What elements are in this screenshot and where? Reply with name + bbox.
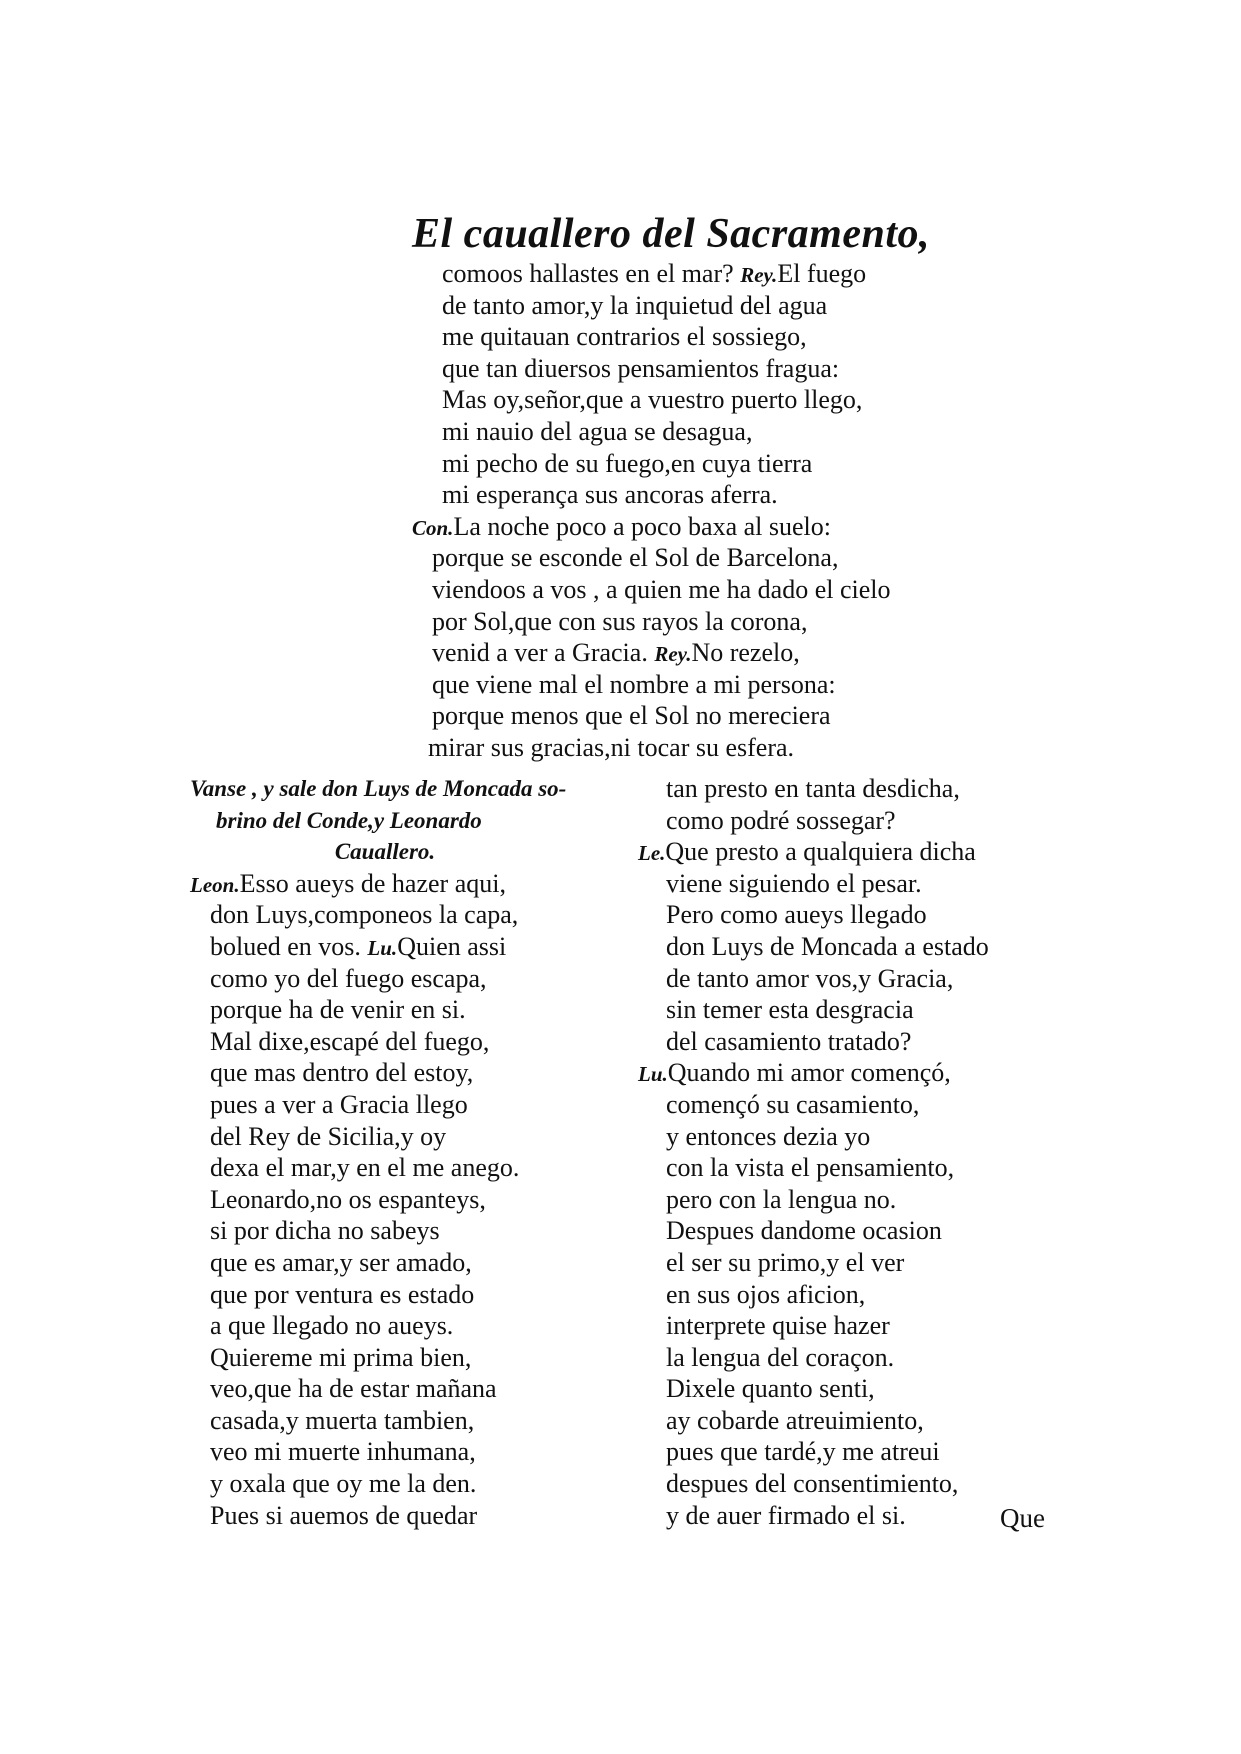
verse-line — [190, 1342, 620, 1374]
verse-line — [412, 606, 972, 638]
verse-text: de tanto amor vos,y Gracia, — [666, 963, 954, 993]
verse-line — [638, 1121, 1058, 1153]
verse-text: Quiereme mi prima bien, — [210, 1342, 472, 1372]
verse-line — [190, 1279, 620, 1311]
verse-line — [638, 1310, 1058, 1342]
verse-text: No rezelo, — [691, 638, 800, 668]
verse-line — [190, 1247, 620, 1279]
catchword: Que — [1000, 1503, 1045, 1533]
verse-text: casada,y muerta tambien, — [210, 1405, 475, 1435]
verse-text: pero con la lengua no. — [666, 1184, 897, 1214]
verse-text: Mas oy,señor,que a vuestro puerto llego, — [442, 385, 863, 415]
verse-text: Mal dixe,escapé del fuego, — [210, 1026, 490, 1056]
stage-direction: brino del Conde,y Leonardo — [216, 807, 482, 833]
verse-text: mi esperança sus ancoras aferra. — [442, 480, 778, 510]
verse-text: don Luys,componeos la capa, — [210, 900, 519, 930]
verse-text: La noche poco a poco baxa al suelo: — [453, 511, 832, 541]
speaker-label: Con. — [412, 515, 454, 540]
verse-text: viene siguiendo el pesar. — [666, 868, 922, 898]
verse-text: mi pecho de su fuego,en cuya tierra — [442, 448, 813, 478]
verse-line — [638, 1026, 1058, 1058]
verse-line — [412, 384, 972, 416]
verse-line — [412, 637, 972, 669]
right-column — [638, 773, 1058, 1531]
speaker-label: Rey. — [654, 642, 692, 667]
verse-text: por Sol,que con sus rayos la corona, — [432, 606, 808, 636]
verse-text: del casamiento tratado? — [666, 1026, 912, 1056]
verse-line — [412, 416, 972, 448]
verse-text: viendoos a vos , a quien me ha dado el cielo — [432, 574, 891, 604]
verse-text: que es amar,y ser amado, — [210, 1247, 472, 1277]
verse-text: començó su casamiento, — [666, 1089, 920, 1119]
verse-text: Que presto a qualquiera dicha — [665, 837, 976, 867]
verse-line — [412, 542, 972, 574]
verse-line — [638, 931, 1058, 963]
verse-text: Quando mi amor començó, — [667, 1058, 951, 1088]
speaker-label: Leon. — [190, 872, 240, 897]
verse-line — [190, 1405, 620, 1437]
verse-text: Dixele quanto senti, — [666, 1374, 875, 1404]
verse-line — [638, 1373, 1058, 1405]
verse-text: porque ha de venir en si. — [210, 995, 466, 1025]
verse-text: como podré sossegar? — [666, 805, 896, 835]
verse-text: en sus ojos aficion, — [666, 1279, 866, 1309]
verse-line — [412, 290, 972, 322]
verse-line — [638, 1184, 1058, 1216]
verse-text: mi nauio del agua se desagua, — [442, 416, 753, 446]
verse-text: de tanto amor,y la inquietud del agua — [442, 290, 828, 320]
verse-line — [190, 994, 620, 1026]
speaker-label: Rey. — [740, 263, 778, 287]
verse-text: que viene mal el nombre a mi persona: — [432, 669, 836, 699]
verse-text: despues del consentimiento, — [666, 1469, 959, 1499]
verse-text: veo mi muerte inhumana, — [210, 1437, 476, 1467]
verse-text: porque se esconde el Sol de Barcelona, — [432, 543, 839, 573]
verse-text: veo,que ha de estar mañana — [210, 1374, 497, 1404]
verse-line — [190, 1184, 620, 1216]
speaker-label: Lu. — [367, 935, 398, 960]
verse-text: sin temer esta desgracia — [666, 995, 914, 1025]
verse-text: dexa el mar,y en el me anego. — [210, 1153, 520, 1183]
verse-text: si por dicha no sabeys — [210, 1216, 440, 1246]
verse-line — [638, 1436, 1058, 1468]
verse-line — [638, 1247, 1058, 1279]
verse-line — [190, 1500, 620, 1532]
verse-line — [638, 1057, 1058, 1089]
running-title: El cauallero del Sacramento, — [412, 211, 930, 257]
verse-line — [638, 899, 1058, 931]
speaker-label: Le. — [638, 841, 666, 866]
verse-line — [190, 1373, 620, 1405]
verse-line — [190, 1436, 620, 1468]
verse-text: ay cobarde atreuimiento, — [666, 1405, 924, 1435]
verse-line — [638, 1468, 1058, 1500]
verse-text: Quien assi — [397, 931, 507, 961]
verse-line — [638, 1500, 1058, 1532]
verse-text: del Rey de Sicilia,y oy — [210, 1121, 447, 1151]
verse-line — [412, 669, 972, 701]
verse-line — [412, 511, 972, 543]
verse-line — [190, 1089, 620, 1121]
verse-line — [190, 1152, 620, 1184]
verse-text: que por ventura es estado — [210, 1279, 475, 1309]
verse-text: Pues si auemos de quedar — [210, 1500, 478, 1530]
speaker-label: Lu. — [638, 1062, 668, 1087]
verse-line — [412, 321, 972, 353]
verse-text: pues a ver a Gracia llego — [210, 1089, 468, 1119]
verse-text: que mas dentro del estoy, — [210, 1058, 474, 1088]
verse-text: y entonces dezia yo — [666, 1121, 871, 1151]
verse-text: comoos hallastes en el mar? — [442, 259, 741, 288]
verse-line — [638, 1279, 1058, 1311]
verse-text: Esso aueys de hazer aqui, — [239, 868, 506, 898]
verse-line — [638, 868, 1058, 900]
verse-text: me quitauan contrarios el sossiego, — [442, 322, 807, 352]
verse-line — [638, 1342, 1058, 1374]
left-column — [190, 773, 620, 1531]
verse-line — [638, 1405, 1058, 1437]
verse-text: y de auer firmado el si. — [666, 1500, 906, 1530]
verse-text: tan presto en tanta desdicha, — [666, 774, 960, 803]
verse-text: mirar sus gracias,ni tocar su esfera. — [428, 732, 795, 762]
verse-text: pues que tardé,y me atreui — [666, 1437, 940, 1467]
verse-text: con la vista el pensamiento, — [666, 1153, 955, 1183]
stage-direction: Vanse , y sale don Luys de Moncada so- — [190, 776, 567, 801]
verse-text: la lengua del coraçon. — [666, 1342, 895, 1372]
verse-line — [412, 353, 972, 385]
verse-line — [190, 899, 620, 931]
verse-line — [638, 805, 1058, 837]
verse-line — [190, 1215, 620, 1247]
verse-line — [638, 1215, 1058, 1247]
verse-line — [412, 258, 972, 290]
verse-line — [412, 700, 972, 732]
verse-line — [412, 448, 972, 480]
verse-text: bolued en vos. — [210, 931, 368, 961]
verse-line — [638, 836, 1058, 868]
verse-line — [190, 1057, 620, 1089]
verse-text: Leonardo,no os espanteys, — [210, 1184, 486, 1214]
verse-text: interprete quise hazer — [666, 1311, 890, 1341]
verse-line — [412, 479, 972, 511]
verse-line — [638, 773, 1058, 805]
verse-line — [190, 1121, 620, 1153]
verse-line — [638, 994, 1058, 1026]
verse-line — [190, 931, 620, 963]
verse-line — [190, 1026, 620, 1058]
verse-line — [190, 1310, 620, 1342]
stage-direction: Cauallero. — [334, 839, 436, 865]
verse-line — [412, 732, 972, 764]
verse-line — [190, 1468, 620, 1500]
verse-line — [412, 574, 972, 606]
verse-text: venid a ver a Gracia. — [432, 638, 655, 668]
verse-line — [190, 963, 620, 995]
verse-text: porque menos que el Sol no mereciera — [432, 701, 831, 731]
top-verse-block — [412, 258, 972, 764]
verse-text: Pero como aueys llegado — [666, 900, 927, 930]
verse-text: y oxala que oy me la den. — [210, 1469, 477, 1499]
verse-text: don Luys de Moncada a estado — [666, 931, 989, 961]
verse-text: Despues dandome ocasion — [666, 1216, 942, 1246]
verse-text: a que llegado no aueys. — [210, 1311, 454, 1341]
verse-line — [638, 963, 1058, 995]
verse-line — [638, 1089, 1058, 1121]
verse-text: El fuego — [777, 259, 867, 288]
verse-text: el ser su primo,y el ver — [666, 1247, 905, 1277]
verse-text: como yo del fuego escapa, — [210, 963, 487, 993]
verse-line — [638, 1152, 1058, 1184]
verse-line — [190, 868, 620, 900]
verse-text: que tan diuersos pensamientos fragua: — [442, 353, 840, 383]
